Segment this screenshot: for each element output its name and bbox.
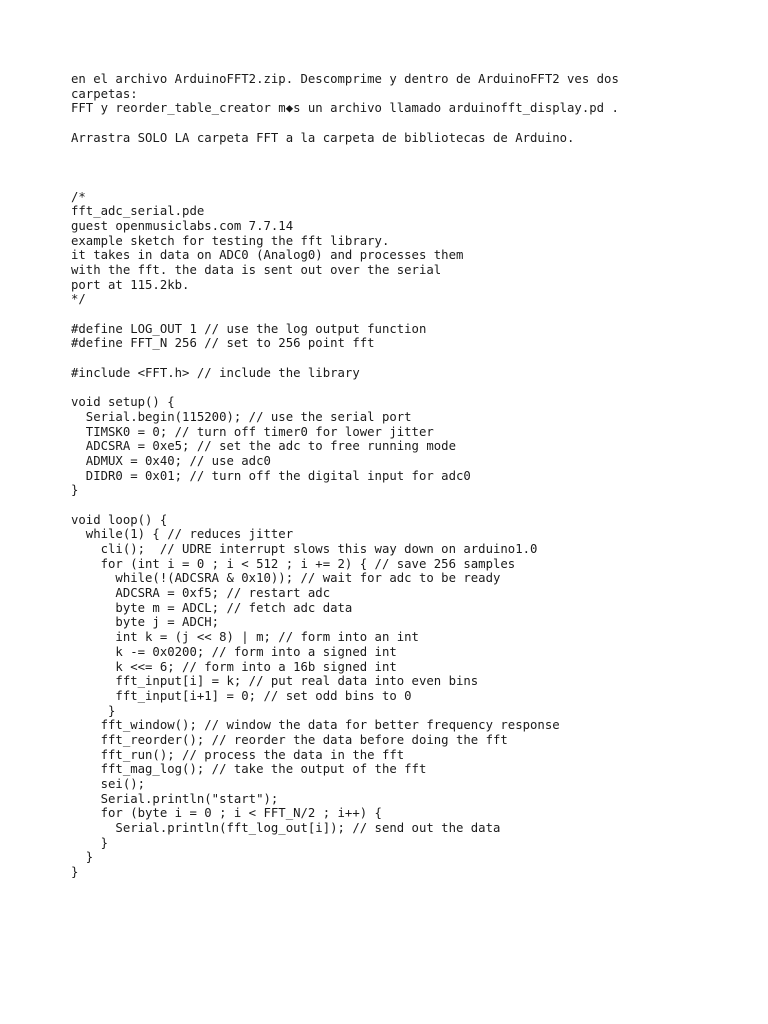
text-line: fft_reorder(); // reorder the data before doing the fft <box>71 732 508 747</box>
blank-line <box>71 380 751 395</box>
text-line: k -= 0x0200; // form into a signed int <box>71 644 397 659</box>
text-line: } <box>71 703 116 718</box>
text-line: Arrastra SOLO LA carpeta FFT a la carpeta de bibliotecas de Arduino. <box>71 130 575 145</box>
text-line: fft_window(); // window the data for better frequency response <box>71 718 560 733</box>
text-line: DIDR0 = 0x01; // turn off the digital input for adc0 <box>71 468 471 483</box>
text-line: carpetas: <box>71 86 138 101</box>
text-line: Serial.begin(115200); // use the serial port <box>71 409 412 424</box>
text-line: ADMUX = 0x40; // use adc0 <box>71 453 271 468</box>
text-line: example sketch for testing the fft library. <box>71 233 390 248</box>
text-line: void loop() { <box>71 512 168 527</box>
text-line: } <box>71 865 79 880</box>
blank-line <box>71 175 751 190</box>
text-line: sei(); <box>71 777 146 791</box>
text-line: while(!(ADCSRA & 0x10)); // wait for adc to be ready <box>71 571 501 586</box>
document-text <box>71 72 751 880</box>
text-line: port at 115.2kb. <box>71 277 190 292</box>
text-line: fft_input[i+1] = 0; // set odd bins to 0 <box>71 688 412 703</box>
text-line: it takes in data on ADC0 (Analog0) and processes them <box>71 248 464 263</box>
text-line: for (int i = 0 ; i < 512 ; i += 2) { // save 256 samples <box>71 556 516 571</box>
blank-line <box>71 145 751 160</box>
text-line: int k = (j << 8) | m; // form into an int <box>71 630 419 645</box>
text-line: en el archivo ArduinoFFT2.zip. Descomprime y dentro de ArduinoFFT2 ves dos <box>71 72 619 86</box>
text-line: fft_mag_log(); // take the output of the fft <box>71 762 427 777</box>
text-line: k <<= 6; // form into a 16b signed int <box>71 659 397 674</box>
text-line: FFT y reorder_table_creator m◆s un archivo llamado arduinofft_display.pd . <box>71 101 619 116</box>
blank-line <box>71 498 751 513</box>
blank-line <box>71 307 751 322</box>
text-line: */ <box>71 292 86 307</box>
text-line: ADCSRA = 0xe5; // set the adc to free running mode <box>71 439 456 454</box>
text-line: } <box>71 850 94 865</box>
text-line: #define LOG_OUT 1 // use the log output function <box>71 321 427 336</box>
text-line: } <box>71 483 79 498</box>
text-line: byte j = ADCH; <box>71 615 220 630</box>
text-line: Serial.println("start"); <box>71 791 279 806</box>
text-line: ADCSRA = 0xf5; // restart adc <box>71 586 331 601</box>
text-line: for (byte i = 0 ; i < FFT_N/2 ; i++) { <box>71 806 382 821</box>
text-line: Serial.println(fft_log_out[i]); // send out the data <box>71 821 501 836</box>
text-line: fft_input[i] = k; // put real data into even bins <box>71 674 479 689</box>
text-line: guest openmusiclabs.com 7.7.14 <box>71 218 294 233</box>
text-line: #define FFT_N 256 // set to 256 point fft <box>71 336 375 351</box>
text-line: with the fft. the data is sent out over the serial <box>71 262 442 277</box>
text-line: fft_run(); // process the data in the fft <box>71 747 405 762</box>
text-line: fft_adc_serial.pde <box>71 204 205 219</box>
text-line: #include <FFT.h> // include the library <box>71 365 360 380</box>
text-line: /* <box>71 189 86 204</box>
text-line: while(1) { // reduces jitter <box>71 527 294 542</box>
text-line: void setup() { <box>71 395 175 410</box>
blank-line <box>71 351 751 366</box>
text-line: byte m = ADCL; // fetch adc data <box>71 600 353 615</box>
text-line: cli(); // UDRE interrupt slows this way down on arduino1.0 <box>71 542 538 556</box>
text-line: TIMSK0 = 0; // turn off timer0 for lower jitter <box>71 424 434 439</box>
blank-line <box>71 160 751 175</box>
blank-line <box>71 116 751 131</box>
text-line: } <box>71 835 109 850</box>
